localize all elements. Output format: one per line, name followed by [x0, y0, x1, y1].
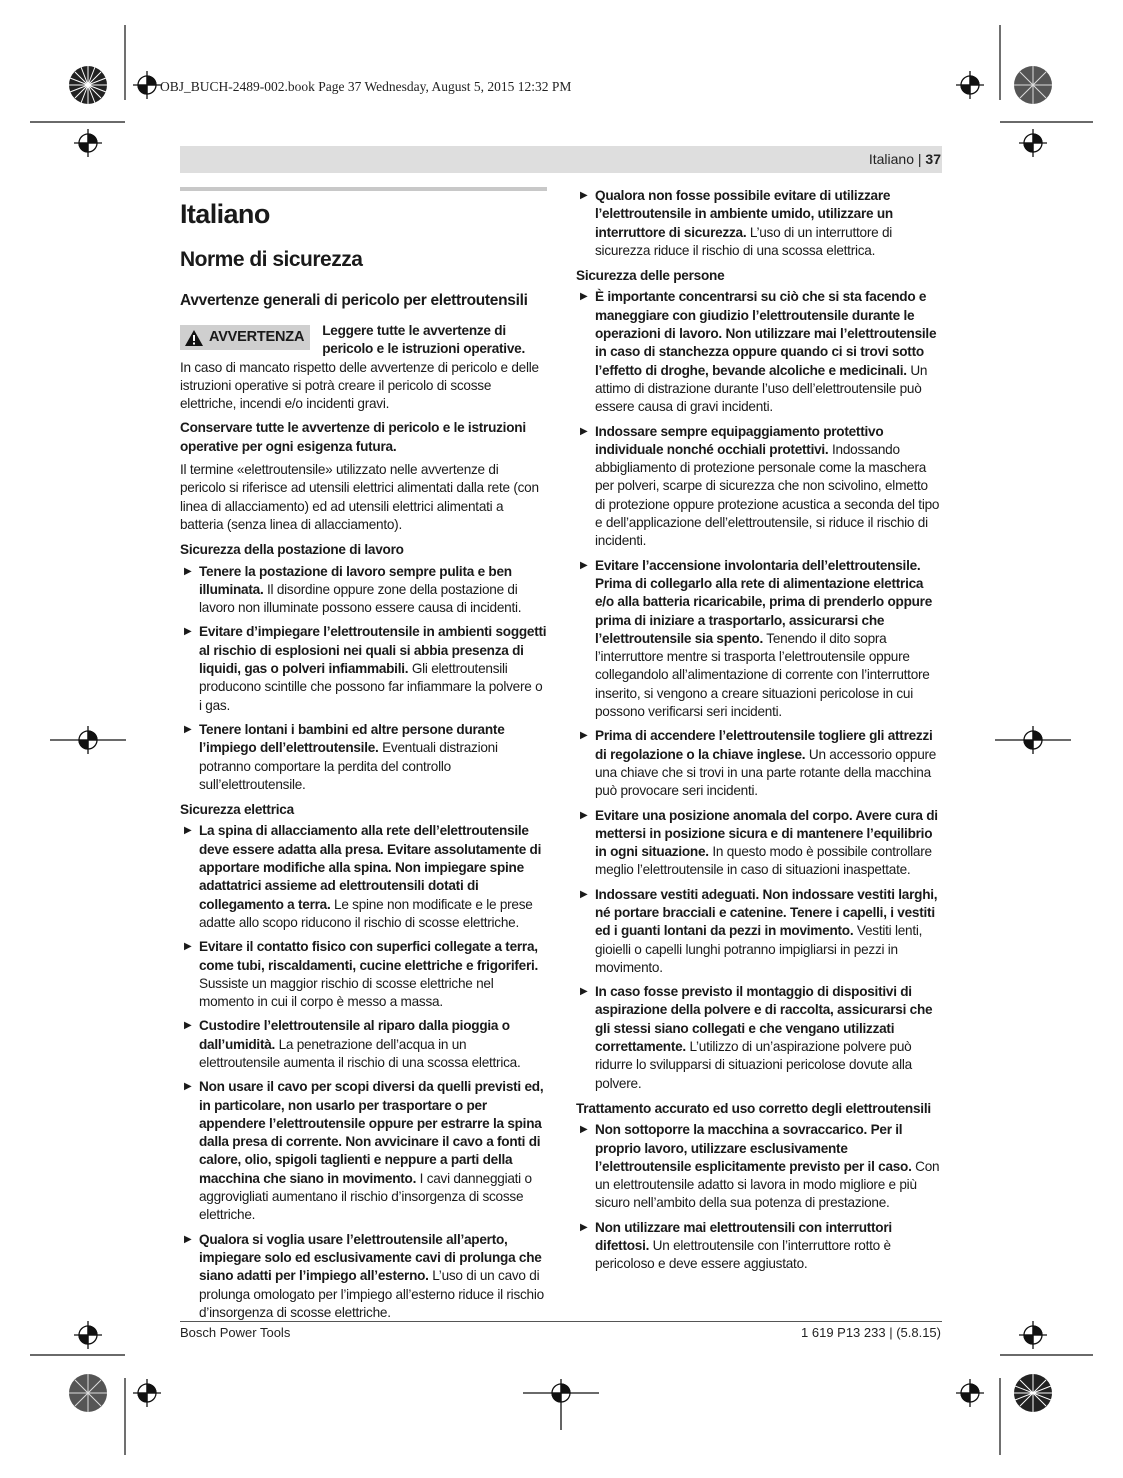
bullet-bold-text: Indossare vestiti adeguati. Non indossare vestiti larghi, né portare bracciali e catenine. Tenere i capelli, i vestiti ed i guanti lontani da pezzi in movimento.: [595, 886, 938, 939]
bullet-bold-text: La spina di allacciamento alla rete dell’elettroutensile deve essere adatta alla presa. Evitare assolutamente di apportare modifiche alla spina. Non impiegare spine adattatrici assieme ad elettroutensili dotati di collegamento a terra.: [199, 823, 542, 912]
warning-block: [180, 321, 547, 359]
bullet-item: [180, 563, 547, 618]
warning-badge-label: AVVERTENZA: [209, 329, 305, 346]
bullet-arrow-icon: ▶: [184, 941, 192, 953]
crosshair-target-icon: [1019, 1321, 1047, 1349]
color-star-target-icon: [1014, 66, 1052, 104]
bullet-bold-text: Tenere la postazione di lavoro sempre pulita e ben illuminata.: [199, 563, 512, 597]
left-column: [180, 187, 547, 1328]
color-star-target-icon: [1014, 1374, 1052, 1412]
warning-text: In caso di mancato rispetto delle avvertenze di pericolo e delle istruzioni operative si potrà creare il pericolo di scosse elettriche, incendi e/o incidenti gravi.: [180, 359, 539, 412]
section-rule: [180, 187, 547, 191]
bullet-arrow-icon: ▶: [580, 730, 588, 742]
bullet-text: Eventuali distrazioni potranno comportare la perdita del controllo sull’elettroutensile.: [199, 740, 498, 792]
bullet-item: [576, 423, 941, 551]
bullet-item: [180, 1078, 547, 1224]
crosshair-target-icon: [74, 129, 102, 157]
bullet-arrow-icon: ▶: [580, 1124, 588, 1136]
page-language: Italiano: [868, 151, 914, 167]
bullet-item: [180, 938, 547, 1011]
color-star-target-icon: [69, 66, 107, 104]
bullet-bold-text: Qualora si voglia usare l’elettroutensile all’aperto, impiegare solo ed esclusivamente cavi di prolunga che siano adatti per l’impiego all’esterno.: [199, 1231, 542, 1284]
crosshair-target-icon: [523, 1379, 599, 1430]
bullet-text: Tenendo il dito sopra l’interruttore mentre si trasporta l’elettroutensile oppure collegandolo all’alimentazione di corrente con l’interruttore inserito, si vengono a creare situazioni pericolose in cui possono verificarsi seri incidenti.: [595, 630, 930, 720]
bullet-item: [180, 623, 547, 714]
right-column: [576, 187, 941, 1280]
bullet-arrow-icon: ▶: [580, 986, 588, 998]
bullet-bold-text: Evitare il contatto fisico con superfici collegate a terra, come tubi, riscaldamenti, cucine elettriche e frigoriferi.: [199, 939, 539, 973]
bullet-text: In questo modo è possibile controllare meglio l’elettroutensile in caso di situazioni inaspettate.: [595, 844, 932, 878]
heading-work-area: Sicurezza della postazione di lavoro: [180, 542, 404, 558]
crosshair-target-icon: [133, 71, 161, 99]
color-star-target-icon: [69, 1374, 107, 1412]
bullet-bold-text: È importante concentrarsi su ciò che si sta facendo e maneggiare con giudizio l’elettroutensile durante le operazioni di lavoro. Non utilizzare mai l’elettroutensile in caso di stanchezza oppure quando ci si trovi sotto l’effetto di droghe, bevande alcoliche e medicinali.: [595, 289, 937, 378]
bullet-arrow-icon: ▶: [184, 565, 192, 577]
page-separator: |: [914, 151, 926, 167]
heading-electrical: Sicurezza elettrica: [180, 802, 294, 818]
bullet-text: Un elettroutensile con l’interruttore rotto è pericoloso e deve essere aggiustato.: [595, 1238, 891, 1272]
bullet-arrow-icon: ▶: [580, 809, 588, 821]
bullet-arrow-icon: ▶: [580, 190, 588, 201]
bullet-text: Con un elettroutensile adatto si lavora in modo migliore e più sicuro nell’ambito della sua potenza di prestazione.: [595, 1158, 940, 1211]
crosshair-target-icon: [995, 726, 1071, 754]
crosshair-target-icon: [50, 726, 126, 754]
bullet-item: [576, 807, 941, 880]
bullet-arrow-icon: ▶: [580, 1221, 588, 1233]
crosshair-target-icon: [956, 71, 984, 99]
crosshair-target-icon: [956, 1379, 984, 1407]
bullet-text: L’uso di un cavo di prolunga omologato per l’impiego all’esterno riduce il rischio d’insorgenza di scosse elettriche.: [199, 1268, 544, 1320]
bullet-item: [576, 727, 941, 800]
page-number: 37: [925, 151, 941, 167]
bullet-arrow-icon: ▶: [184, 723, 192, 735]
header-band: [180, 146, 942, 173]
bullet-text: L’utilizzo di un’aspirazione polvere può ridurre lo svilupparsi di situazioni pericolose dovute alla polvere.: [595, 1039, 912, 1091]
bullet-bold-text: In caso fosse previsto il montaggio di dispositivi di aspirazione della polvere e di raccolta, assicurarsi che gli stessi siano collegati e che vengano utilizzati correttamente.: [595, 984, 933, 1055]
bullet-arrow-icon: ▶: [184, 1081, 192, 1093]
bullet-bold-text: Indossare sempre equipaggiamento protettivo individuale nonché occhiali protettivi.: [595, 423, 884, 457]
bullet-item: [180, 822, 547, 932]
footer-brand: Bosch Power Tools: [180, 1325, 291, 1340]
bullet-text: Indossando abbigliamento di protezione personale come la maschera per polveri, scarpe di sicurezza che non scivolino, elmetto di protezione oppure protezione acustica a seconda del tipo e dell’applicazione dell’elettroutensile, si riduce il rischio di incidenti.: [595, 441, 940, 549]
bullet-bold-text: Non sottoporre la macchina a sovraccarico. Per il proprio lavoro, utilizzare esclusivamente l’elettroutensile esplicitamente previsto per il caso.: [595, 1122, 912, 1174]
bullet-arrow-icon: ▶: [184, 1020, 192, 1032]
bullet-bold-text: Tenere lontani i bambini ed altre persone durante l’impiego dell’elettroutensile.: [199, 721, 505, 756]
bullet-item: [180, 721, 547, 794]
warning-triangle-icon: [184, 329, 204, 347]
bullet-text: Gli elettroutensili producono scintille che possono far infiammare la polvere o i gas.: [199, 661, 543, 713]
bullet-bold-text: Evitare una posizione anomala del corpo. Avere cura di mettersi in posizione sicura e di mantenere l’equilibrio in ogni situazione.: [595, 807, 938, 860]
bullet-text: I cavi danneggiati o aggrovigliati aumentano il rischio d’insorgenza di scosse elettriche.: [199, 1170, 532, 1223]
crosshair-target-icon: [74, 1321, 102, 1349]
bullet-item: [576, 187, 941, 260]
bullet-arrow-icon: ▶: [184, 1233, 192, 1245]
bullet-bold-text: Non utilizzare mai elettroutensili con interruttori difettosi.: [595, 1219, 892, 1254]
bullet-bold-text: Custodire l’elettroutensile al riparo dalla pioggia o dall’umidità.: [199, 1018, 510, 1052]
footer-code: 1 619 P13 233 | (5.8.15): [801, 1325, 941, 1340]
bullet-text: Il disordine oppure zone della postazione di lavoro non illuminate possono essere causa di incidenti.: [199, 581, 522, 616]
bullet-text: Un attimo di distrazione durante l’uso dell’elettroutensile può essere causa di gravi incidenti.: [595, 362, 928, 415]
footer-rule: [180, 1321, 942, 1322]
bullet-text: Un accessorio oppure una chiave che si trovi in una parte rotante della macchina può provocare seri incidenti.: [595, 746, 937, 799]
bullet-arrow-icon: ▶: [580, 425, 588, 437]
bullet-text: La penetrazione dell’acqua in un elettroutensile aumenta il rischio di una scossa elettrica.: [199, 1036, 521, 1070]
crosshair-target-icon: [1019, 129, 1047, 157]
bullet-arrow-icon: ▶: [580, 888, 588, 900]
bullet-item: [576, 557, 941, 722]
section-title: Norme di sicurezza: [180, 248, 363, 271]
bullet-item: [576, 1219, 941, 1274]
bullet-text: Vestiti lenti, gioielli o capelli lunghi potranno impigliarsi in pezzi in movimento.: [595, 923, 923, 975]
bullet-bold-text: Non usare il cavo per scopi diversi da quelli previsti ed, in particolare, non usarlo per trasportare o per appendere l’elettroutensile oppure per estrarre la spina dalla presa di corrente. Non avvicinare il cavo a fonti di calore, olio, spigoli taglienti e neppure a parti della macchina che siano in movimento.: [199, 1079, 544, 1186]
bullet-item: [576, 288, 941, 416]
definition-text: Il termine «elettroutensile» utilizzato nelle avvertenze di pericolo si riferisce ad utensili elettrici alimentati dalla rete (con linea di allacciamento) ed ad utensili elettrici alimentati a batteria (senza linea di allacciamento).: [180, 462, 539, 532]
heading-personal: Sicurezza delle persone: [576, 268, 725, 284]
page-title: Italiano: [180, 199, 270, 229]
bullet-item: [576, 1121, 941, 1212]
bullet-bold-text: Evitare l’accensione involontaria dell’elettroutensile. Prima di collegarlo alla rete di alimentazione elettrica e/o alla batteria ricaricabile, prima di prenderlo oppure prima di iniziare a trasportarlo, assicurarsi che l’elettroutensile sia spento.: [595, 557, 933, 646]
subsection-title: Avvertenze generali di pericolo per elettroutensili: [180, 292, 528, 309]
bullet-arrow-icon: ▶: [184, 825, 192, 837]
warning-bold: Leggere tutte le avvertenze di pericolo e le istruzioni operative.: [322, 323, 525, 357]
bullet-text: Sussiste un maggior rischio di scosse elettriche nel momento in cui il corpo è messo a massa.: [199, 975, 494, 1010]
page-label: [869, 151, 941, 167]
bullet-arrow-icon: ▶: [580, 291, 588, 303]
bullet-bold-text: Qualora non fosse possibile evitare di utilizzare l’elettroutensile in ambiente umido, utilizzare un interruttore di sicurezza.: [595, 188, 893, 240]
crosshair-target-icon: [133, 1379, 161, 1407]
bullet-bold-text: Prima di accendere l’elettroutensile togliere gli attrezzi di regolazione o la chiave inglese.: [595, 728, 933, 762]
bullet-text: Le spine non modificate e le prese adatte allo scopo riducono il rischio di scosse elettriche.: [199, 896, 533, 930]
heading-handling: Trattamento accurato ed uso corretto degli elettroutensili: [576, 1100, 931, 1116]
bullet-arrow-icon: ▶: [580, 559, 588, 571]
warning-badge: [180, 325, 310, 350]
bullet-text: L’uso di un interruttore di sicurezza riduce il rischio di una scossa elettrica.: [595, 224, 893, 258]
print-header: OBJ_BUCH-2489-002.book Page 37 Wednesday, August 5, 2015 12:32 PM: [160, 79, 572, 94]
bullet-bold-text: Evitare d’impiegare l’elettroutensile in ambienti soggetti al rischio di esplosioni nei quali si abbia presenza di liquidi, gas o polveri infiammabili.: [199, 624, 547, 677]
bullet-item: [180, 1017, 547, 1072]
bullet-item: [180, 1231, 547, 1322]
bullet-arrow-icon: ▶: [184, 626, 192, 638]
bullet-item: [576, 886, 941, 977]
keep-notice: Conservare tutte le avvertenze di pericolo e le istruzioni operative per ogni esigenza futura.: [180, 420, 526, 454]
bullet-item: [576, 983, 941, 1093]
